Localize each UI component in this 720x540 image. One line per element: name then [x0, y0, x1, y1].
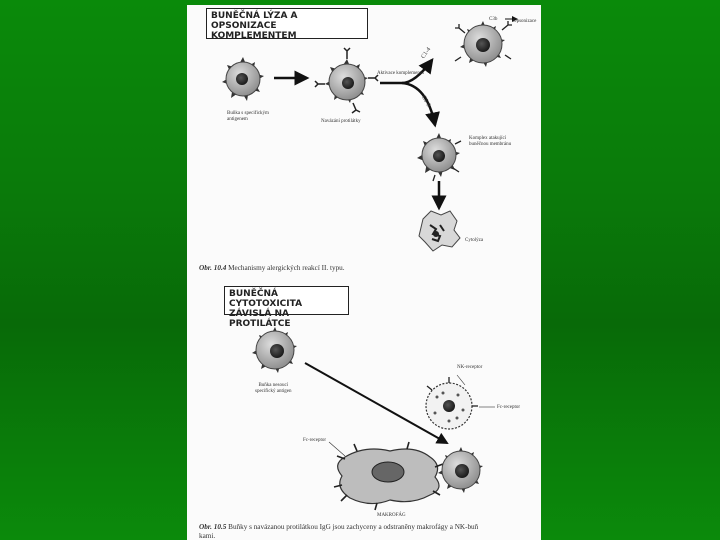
label-cell-antigen: Buňka s specifickým antigenem — [227, 111, 269, 122]
label-target-cell: Buňka nesoucí specifický antigen — [255, 383, 292, 394]
figure2-caption: Obr. 10.5 Buňky s navázanou protilátkou IgG jsou zachyceny a odstraněny makrofágy a NK-buň kami. — [199, 523, 479, 540]
lysed-cell — [419, 211, 460, 251]
label-opsonization: Opsonizace — [513, 19, 537, 24]
figure1-title-line2: KOMPLEMENTEM — [211, 31, 297, 41]
label-cytolysis: Cytolýza — [465, 238, 484, 243]
label-c3b: C3b — [489, 17, 498, 22]
nk-cell — [426, 377, 478, 429]
diagram-graphics — [187, 5, 541, 540]
membrane-attack-cell — [417, 133, 461, 181]
figure2-title-line1: BUNĚČNÁ CYTOTOXICITA — [229, 289, 303, 309]
label-complement-activation: Aktivace komplementu — [377, 71, 424, 76]
figure2-title-box — [224, 286, 349, 329]
figure1-title-line1: BUNĚČNÁ LÝZA A OPSONIZACE — [211, 11, 298, 31]
label-fc-receptor-right: Fc-receptor — [497, 405, 521, 410]
label-macrophage: MAKROFÁG — [377, 513, 406, 518]
opsonized-cell — [455, 19, 517, 67]
label-nk-receptor: NK-receptor — [457, 365, 483, 370]
label-c1-4: C1-4 — [420, 46, 433, 60]
antibody-bound-cell — [315, 48, 378, 113]
macrophage — [334, 442, 443, 510]
antigen-cell-1 — [222, 57, 264, 101]
target-cell — [252, 327, 297, 373]
label-c5-9: C5-9 — [420, 94, 432, 109]
scanned-page — [187, 5, 541, 540]
figure2-title-line2: ZÁVISLÁ NA PROTILÁTCE — [229, 309, 291, 329]
label-fc-receptor-left: Fc-receptor — [303, 438, 327, 443]
bound-target-cell — [438, 447, 483, 493]
figure1-caption: Obr. 10.4 Mechanismy alergických reakcí II. typu. — [199, 264, 345, 272]
label-attack-complex: Komplex atakující buněčnou membránu — [469, 136, 512, 147]
label-antibody-binding: Navázání protilátky — [321, 119, 361, 124]
fc-receptor-left-pointer — [329, 442, 345, 456]
nk-receptor-pointer — [457, 375, 465, 385]
